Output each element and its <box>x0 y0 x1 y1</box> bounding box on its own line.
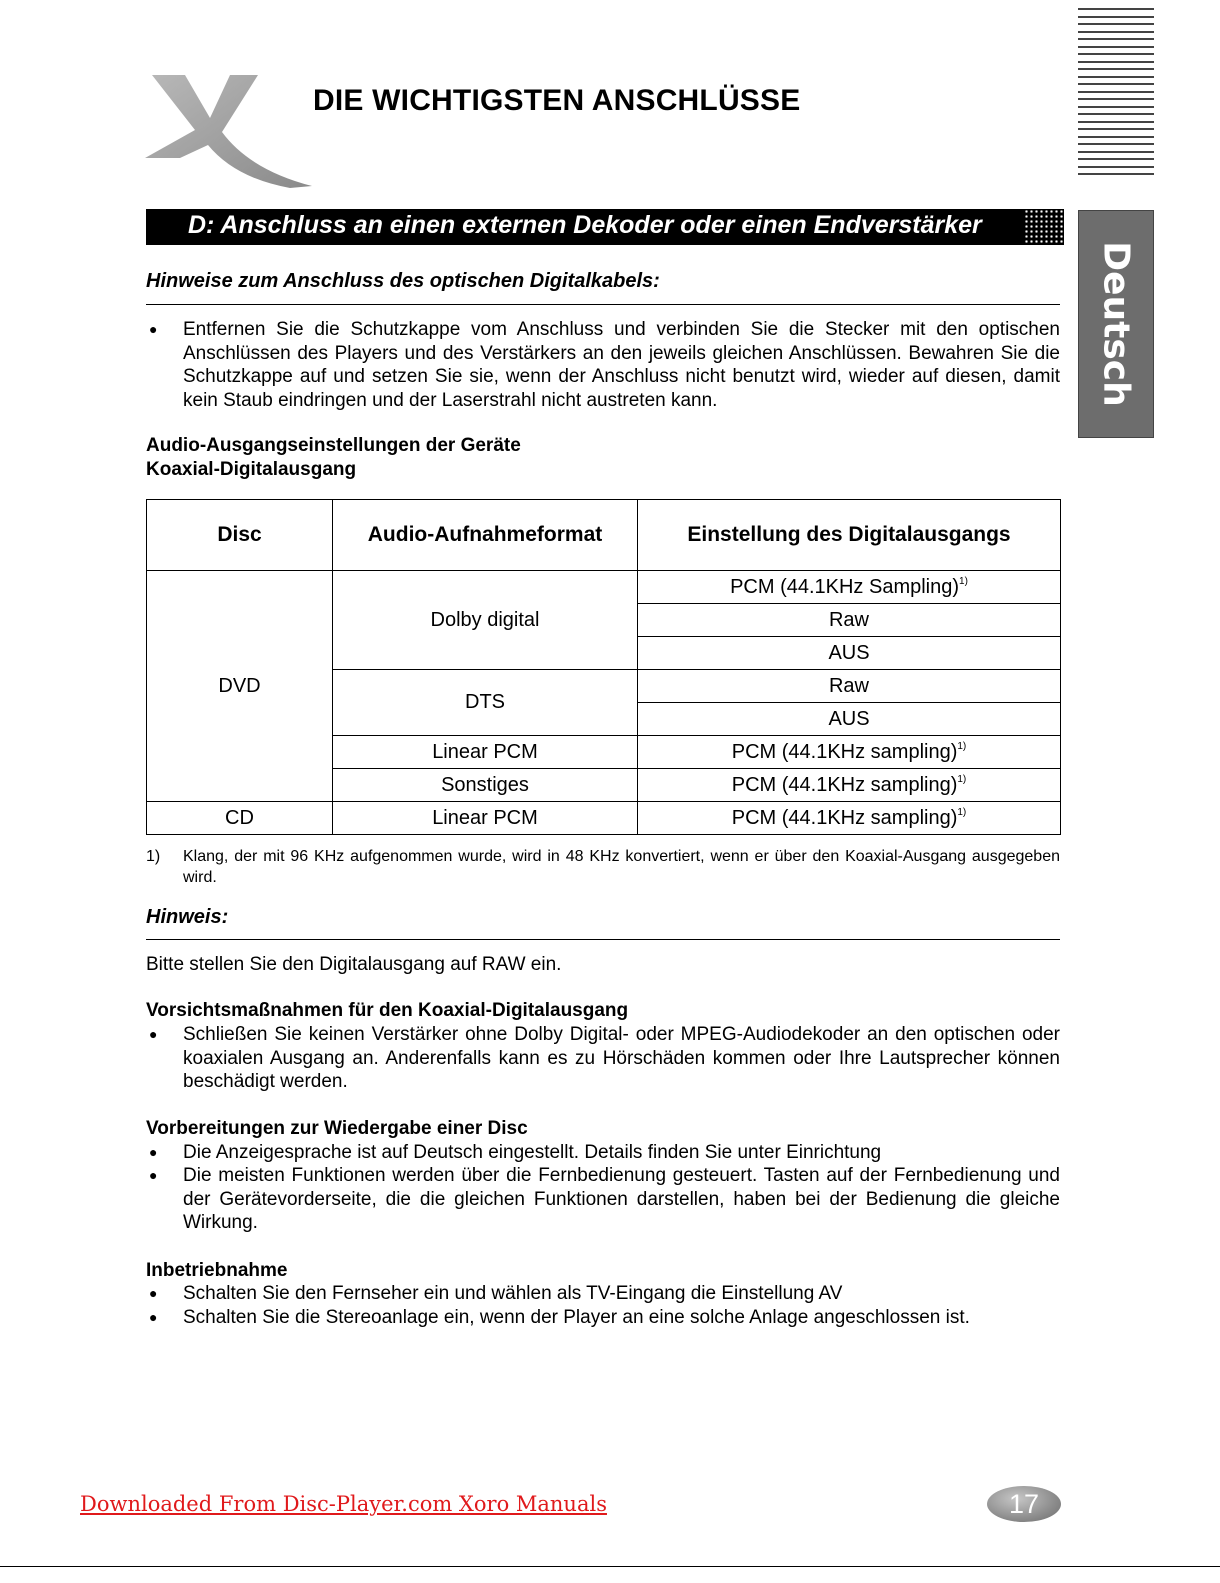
footnote-mark: 1) <box>957 806 967 818</box>
language-tab-label: Deutsch <box>1095 241 1137 407</box>
startup-bullet-2 <box>146 1306 1060 1330</box>
hinweis-text: Bitte stellen Sie den Digitalausgang auf RAW ein. <box>146 954 562 975</box>
table-cell: Dolby digital <box>333 571 638 670</box>
preparation-bullet-text: Die meisten Funktionen werden über die Fernbedienung gesteuert. Tasten auf der Fernbedienung und der Gerätevorderseite, die die gleichen Funktionen darstellen, haben bei der Bedienung die gleiche Wirkung. <box>183 1165 1060 1233</box>
startup-bullet-text: Schalten Sie die Stereoanlage ein, wenn der Player an eine solche Anlage angeschlossen ist. <box>183 1307 970 1328</box>
footnote-mark: 1) <box>957 740 967 752</box>
xoro-logo <box>140 70 320 190</box>
bullet-icon: ● <box>149 1285 158 1301</box>
bullet-icon: ● <box>149 1026 158 1042</box>
table-cell: Raw <box>638 604 1061 637</box>
startup-bullet-text: Schalten Sie den Fernseher ein und wählen als TV-Eingang die Einstellung AV <box>183 1283 843 1304</box>
table-header: Audio-Aufnahmeformat <box>333 500 638 571</box>
preparation-bullet-text: Die Anzeigesprache ist auf Deutsch eingestellt. Details finden Sie unter Einrichtung <box>183 1142 882 1163</box>
page-title: DIE WICHTIGSTEN ANSCHLÜSSE <box>313 84 801 117</box>
bullet-icon: ● <box>149 321 158 337</box>
bullet-icon: ● <box>149 1167 158 1183</box>
footnote-number: 1) <box>146 848 161 865</box>
preparation-heading: Vorbereitungen zur Wiedergabe einer Disc <box>146 1118 528 1139</box>
hinweis-heading: Hinweis: <box>146 906 229 928</box>
digital-output-table <box>146 499 1061 835</box>
table-header-row <box>147 500 1061 571</box>
page-number-badge <box>987 1486 1061 1522</box>
footnote <box>146 846 1060 888</box>
table-cell: CD <box>147 802 333 835</box>
audio-settings-heading: Audio-Ausgangseinstellungen der Geräte <box>146 435 521 456</box>
page-number: 17 <box>1008 1489 1040 1519</box>
section-banner-title: D: Anschluss an einen externen Dekoder oder einen Endverstärker <box>188 211 982 239</box>
divider <box>146 939 1060 940</box>
optical-bullet-text: Entfernen Sie die Schutzkappe vom Anschluss und verbinden Sie die Stecker mit den optischen Anschlüssen des Players und des Verstärkers an den jeweils gleichen Anschlüssen. Bewahren Sie die Schutzkappe auf und setzen Sie sie, wenn der Anschluss nicht benutzt wird, wieder auf diesen, damit kein Staub eindringen und der Laserstrahl nicht austreten kann. <box>183 319 1060 411</box>
table-cell: Sonstiges <box>333 769 638 802</box>
table-cell: PCM (44.1KHz Sampling)$^{1)}$ <box>638 571 1061 604</box>
precautions-bullet <box>146 1023 1060 1094</box>
footnote-text: Klang, der mit 96 KHz aufgenommen wurde, wird in 48 KHz konvertiert, wenn er über den Koaxial-Ausgang ausgegeben wird. <box>183 848 1060 886</box>
table-cell: Linear PCM <box>333 736 638 769</box>
banner-dot-pattern <box>1024 209 1064 245</box>
precautions-heading: Vorsichtsmaßnahmen für den Koaxial-Digitalausgang <box>146 1000 629 1021</box>
optical-heading: Hinweise zum Anschluss des optischen Digitalkabels: <box>146 270 660 292</box>
language-tab <box>1078 210 1154 438</box>
table-row <box>147 802 1061 835</box>
precautions-bullet-text: Schließen Sie keinen Verstärker ohne Dolby Digital- oder MPEG-Audiodekoder an den optischen oder koaxialen Ausgang an. Anderenfalls kann es zu Hörschäden kommen oder Ihre Lautsprecher können beschädigt werden. <box>183 1024 1060 1092</box>
table-cell: PCM (44.1KHz sampling)$^{1)}$ <box>638 802 1061 835</box>
bullet-icon: ● <box>149 1309 158 1325</box>
bullet-icon: ● <box>149 1144 158 1160</box>
startup-heading: Inbetriebnahme <box>146 1260 288 1281</box>
table-cell: Raw <box>638 670 1061 703</box>
table-cell: AUS <box>638 637 1061 670</box>
table-cell: DVD <box>147 571 333 802</box>
table-cell: PCM (44.1KHz sampling)$^{1)}$ <box>638 736 1061 769</box>
footnote-mark: 1) <box>957 773 967 785</box>
table-cell: DTS <box>333 670 638 736</box>
table-cell: PCM (44.1KHz sampling)$^{1)}$ <box>638 769 1061 802</box>
table-cell: AUS <box>638 703 1061 736</box>
coaxial-heading: Koaxial-Digitalausgang <box>146 459 357 480</box>
footnote-mark: 1) <box>959 575 968 587</box>
preparation-bullet-1 <box>146 1141 1060 1165</box>
startup-bullet-1 <box>146 1282 1060 1306</box>
table-row <box>147 571 1061 604</box>
table-cell: Linear PCM <box>333 802 638 835</box>
section-banner <box>146 209 1064 245</box>
edge-stripes <box>1078 8 1154 190</box>
optical-bullet <box>146 318 1060 412</box>
bottom-divider <box>0 1566 1220 1567</box>
preparation-bullet-2 <box>146 1164 1060 1235</box>
table-header: Einstellung des Digitalausgangs <box>638 500 1061 571</box>
download-source-link[interactable]: Downloaded From Disc-Player.com Xoro Manuals <box>80 1492 607 1516</box>
divider <box>146 304 1060 305</box>
table-header: Disc <box>147 500 333 571</box>
